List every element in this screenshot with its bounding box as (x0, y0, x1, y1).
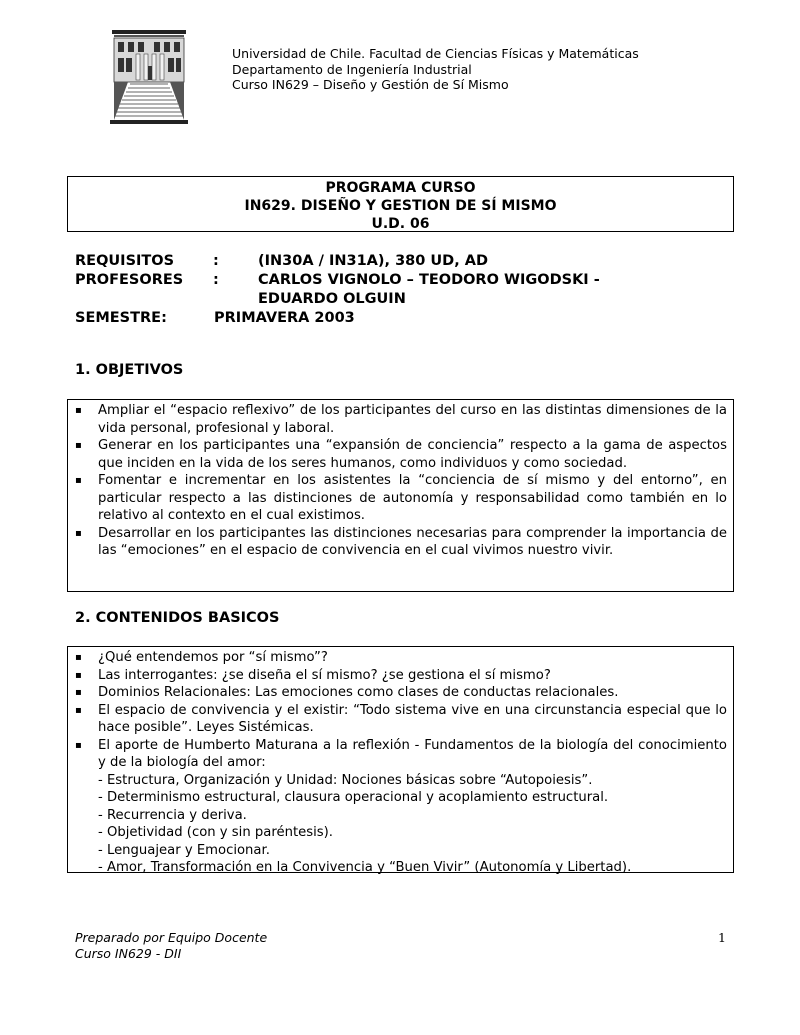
title-line-2: IN629. DISEÑO Y GESTION DE SÍ MISMO (244, 198, 557, 214)
bullet-icon: ▪ (75, 440, 82, 451)
footer-course: Curso IN629 - DII (75, 945, 182, 961)
footer-prepared-by: Preparado por Equipo Docente (75, 930, 268, 945)
bullet-icon: ▪ (75, 687, 82, 698)
bullet-icon: ▪ (75, 475, 82, 486)
contenidos-box (67, 646, 734, 873)
list-item: ▪ Ampliar el “espacio reflexivo” de los participantes del curso en las distintas dimensiones de la vida personal, profesional y laboral. (75, 403, 727, 436)
header-course: Curso IN629 – Diseño y Gestión de Sí Mismo (232, 77, 509, 92)
header-university: Universidad de Chile. Facultad de Ciencias Físicas y Matemáticas (232, 46, 639, 61)
list-item: ▪ Dominios Relacionales: Las emociones como clases de conductas relacionales. (75, 685, 619, 700)
profesores-value-line2: EDUARDO OLGUIN (258, 291, 406, 307)
list-item: ▪ ¿Qué entendemos por “sí mismo”? (75, 650, 328, 665)
sub-list-item: - Objetividad (con y sin paréntesis). (98, 825, 333, 840)
semestre-value: PRIMAVERA 2003 (214, 310, 355, 326)
bullet-icon: ▪ (75, 704, 82, 716)
title-line-1: PROGRAMA CURSO (325, 180, 476, 196)
objetivos-heading: 1. OBJETIVOS (75, 362, 184, 378)
sub-list-item: - Recurrencia y deriva. (98, 807, 247, 823)
program-title-box (67, 176, 734, 232)
profesores-value-line1: CARLOS VIGNOLO – TEODORO WIGODSKI - (258, 272, 600, 288)
document-footer (75, 930, 267, 961)
list-item: ▪ El aporte de Humberto Maturana a la reflexión - Fundamentos de la biología del conocimiento y de la biología del amor: (75, 737, 727, 770)
list-item: ▪ El espacio de convivencia y el existir: “Todo sistema vive en una circunstancia especial que lo hace posible”. Leyes Sistémicas. (75, 702, 727, 735)
requisitos-colon: : (213, 253, 219, 269)
semestre-label: SEMESTRE: (75, 310, 167, 326)
bullet-icon: ▪ (75, 739, 82, 751)
sub-list-item: - Determinismo estructural, clausura operacional y acoplamiento estructural. (98, 790, 609, 805)
profesores-colon: : (213, 272, 219, 288)
title-line-3: U.D. 06 (371, 216, 430, 232)
requisitos-value: (IN30A / IN31A), 380 UD, AD (258, 253, 489, 269)
list-item: ▪ Fomentar e incrementar en los asistentes la “conciencia de sí mismo y del entorno”, en particular respecto a las distinciones de autonomía y responsabilidad como también en lo relativo al contexto en el cual existimos. (75, 473, 727, 523)
requisitos-label: REQUISITOS (75, 253, 175, 269)
sub-list-item: - Amor, Transformación en la Convivencia y “Buen Vivir” (Autonomía y Libertad). (98, 860, 632, 875)
document-header (232, 46, 639, 93)
sub-list-item: - Lenguajear y Emocionar. (98, 842, 270, 858)
objetivos-box (67, 399, 734, 592)
bullet-icon: ▪ (75, 652, 82, 663)
page-number: 1 (718, 930, 726, 945)
university-building-logo (110, 28, 188, 124)
list-item: ▪ Generar en los participantes una “expansión de conciencia” respecto a la gama de aspectos que inciden en la vida de los seres humanos, como individuos y como sociedad. (75, 438, 727, 471)
list-item: ▪ Desarrollar en los participantes las distinciones necesarias para comprender la importancia de las “emociones” en el espacio de convivencia en el cual vivimos nuestro vivir. (75, 525, 727, 558)
header-department: Departamento de Ingeniería Industrial (232, 61, 472, 77)
contenidos-heading: 2. CONTENIDOS BASICOS (75, 610, 280, 626)
sub-list-item: - Estructura, Organización y Unidad: Nociones básicas sobre “Autopoiesis”. (98, 772, 593, 788)
bullet-icon: ▪ (75, 669, 82, 681)
bullet-icon: ▪ (75, 405, 82, 416)
list-item: ▪ Las interrogantes: ¿se diseña el sí mismo? ¿se gestiona el sí mismo? (75, 667, 551, 683)
bullet-icon: ▪ (75, 527, 82, 539)
profesores-label: PROFESORES (75, 272, 184, 288)
